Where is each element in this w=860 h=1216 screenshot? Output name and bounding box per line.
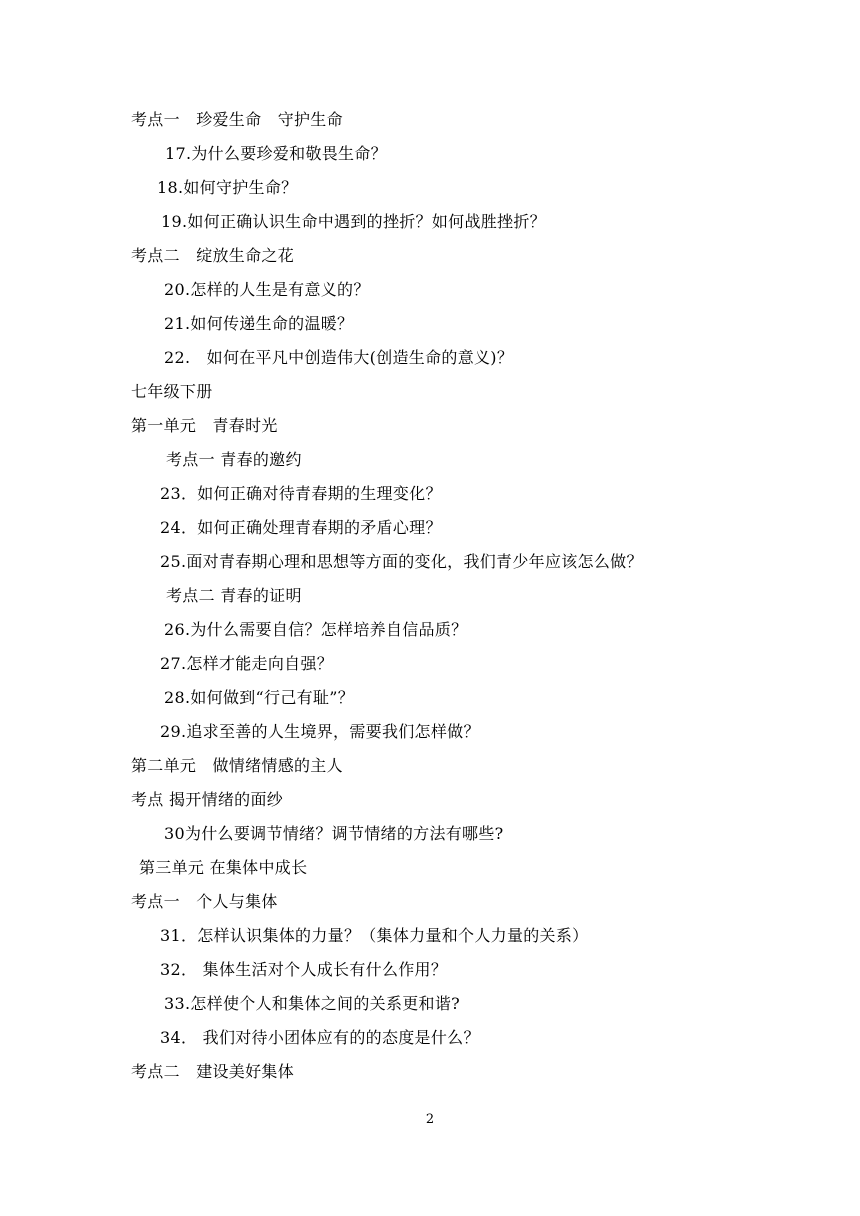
section-heading: 考点 揭开情绪的面纱 bbox=[131, 790, 284, 809]
question-item: 30为什么要调节情绪？调节情绪的方法有哪些? bbox=[164, 824, 504, 843]
page-number: 2 bbox=[425, 1112, 435, 1127]
unit-heading: 第二单元 做情绪情感的主人 bbox=[131, 756, 343, 775]
question-item: 29.追求至善的人生境界，需要我们怎样做？ bbox=[160, 722, 480, 741]
question-item: 19.如何正确认识生命中遇到的挫折？如何战胜挫折？ bbox=[161, 212, 546, 231]
grade-heading: 七年级下册 bbox=[131, 382, 213, 401]
question-item: 32． 集体生活对个人成长有什么作用？ bbox=[160, 960, 448, 979]
question-item: 27.怎样才能走向自强？ bbox=[160, 654, 334, 673]
question-item: 26.为什么需要自信？怎样培养自信品质？ bbox=[164, 620, 468, 639]
question-item: 33.怎样使个人和集体之间的关系更和谐? bbox=[164, 994, 461, 1013]
question-item: 31．怎样认识集体的力量？（集体力量和个人力量的关系） bbox=[160, 926, 589, 945]
unit-heading: 第三单元 在集体中成长 bbox=[139, 858, 308, 877]
unit-heading: 第一单元 青春时光 bbox=[131, 416, 278, 435]
question-item: 17.为什么要珍爱和敬畏生命？ bbox=[165, 144, 387, 163]
question-item: 20.怎样的人生是有意义的？ bbox=[164, 280, 370, 299]
question-item: 34． 我们对待小团体应有的的态度是什么？ bbox=[160, 1028, 480, 1047]
question-item: 22. 如何在平凡中创造伟大(创造生命的意义)？ bbox=[164, 348, 514, 367]
section-heading: 考点一 珍爱生命 守护生命 bbox=[131, 110, 343, 129]
question-item: 25.面对青春期心理和思想等方面的变化，我们青少年应该怎么做？ bbox=[160, 552, 643, 571]
section-heading: 考点一 个人与集体 bbox=[131, 892, 278, 911]
section-heading: 考点二 青春的证明 bbox=[166, 586, 302, 605]
question-item: 28.如何做到“行己有耻”？ bbox=[164, 688, 355, 707]
section-heading: 考点二 建设美好集体 bbox=[131, 1062, 295, 1081]
question-item: 24．如何正确处理青春期的矛盾心理？ bbox=[160, 518, 442, 537]
section-heading: 考点二 绽放生命之花 bbox=[131, 246, 295, 265]
section-heading: 考点一 青春的邀约 bbox=[166, 450, 302, 469]
question-item: 18.如何守护生命？ bbox=[157, 178, 298, 197]
question-item: 21.如何传递生命的温暖？ bbox=[164, 314, 354, 333]
question-item: 23．如何正确对待青春期的生理变化？ bbox=[160, 484, 442, 503]
